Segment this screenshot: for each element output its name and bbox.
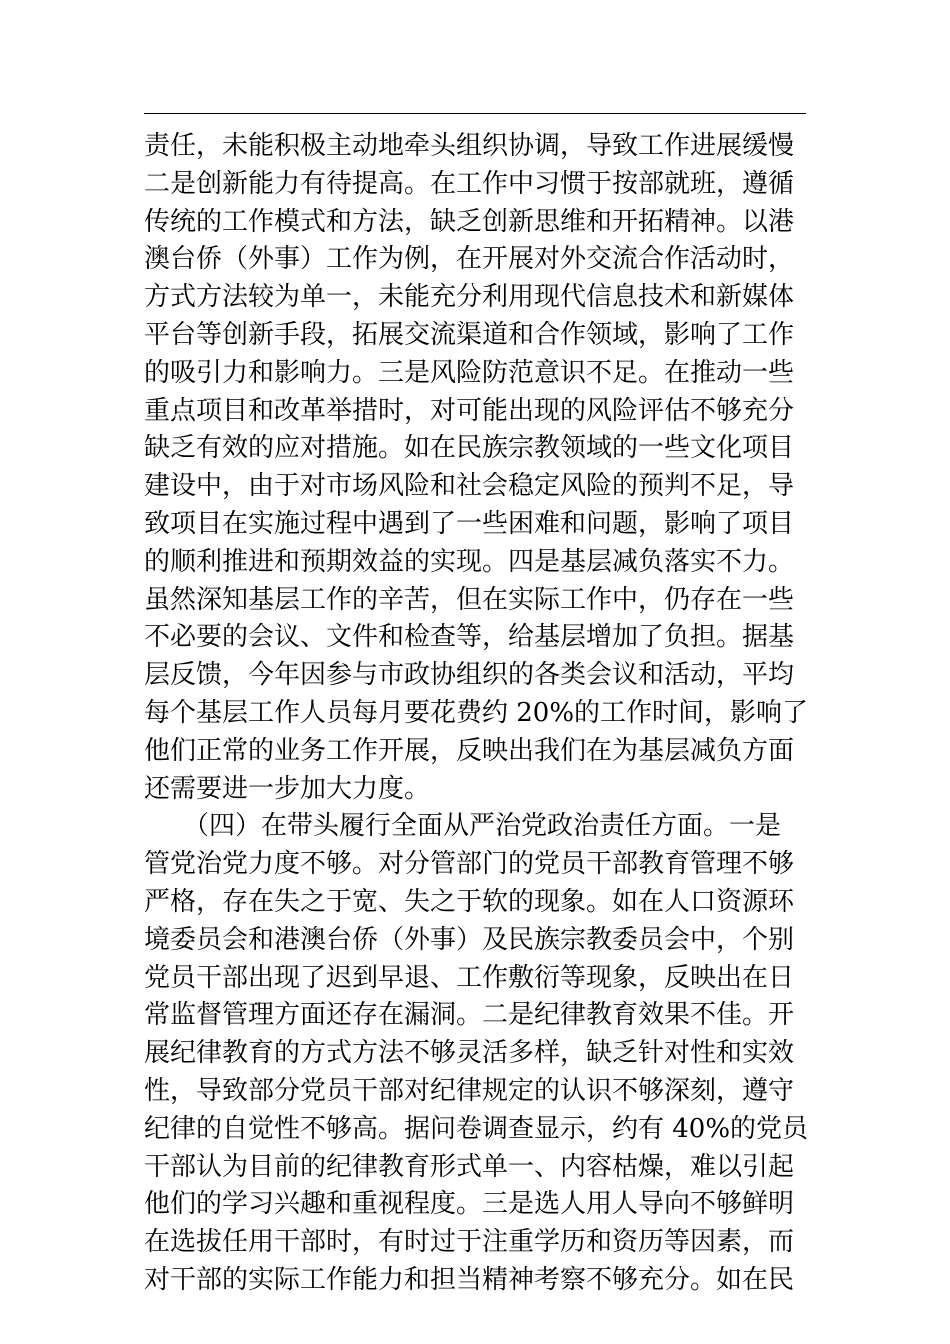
text-line: 管党治党力度不够。对分管部门的党员干部教育管理不够 [144, 849, 795, 880]
header-rule [144, 113, 806, 114]
text-line: 不必要的会议、文件和检查等，给基层增加了负担。据基 [144, 622, 795, 653]
text-line: 常监督管理方面还存在漏洞。二是纪律教育效果不佳。开 [144, 1000, 795, 1031]
text-line: 平台等创新手段，拓展交流渠道和合作领域，影响了工作 [144, 319, 795, 350]
text-line: 境委员会和港澳台侨（外事）及民族宗教委员会中，个别 [144, 924, 795, 955]
text-line: 对干部的实际工作能力和担当精神考察不够充分。如在民 [144, 1264, 795, 1295]
text-line: 他们的学习兴趣和重视程度。三是选人用人导向不够鲜明 [144, 1189, 795, 1220]
text-line: 的吸引力和影响力。三是风险防范意识不足。在推动一些 [144, 357, 795, 388]
text-line: （四）在带头履行全面从严治党政治责任方面。一是 [144, 811, 782, 842]
text-line: 党员干部出现了迟到早退、工作敷衍等现象，反映出在日 [144, 962, 795, 993]
text-line: 还需要进一步加大力度。 [144, 773, 431, 804]
text-line: 性，导致部分党员干部对纪律规定的认识不够深刻，遵守 [144, 1075, 795, 1106]
body-text [144, 128, 809, 1300]
text-line: 每个基层工作人员每月要花费约 20%的工作时间，影响了 [144, 697, 809, 728]
text-line: 缺乏有效的应对措施。如在民族宗教领域的一些文化项目 [144, 433, 795, 464]
text-line: 在选拔任用干部时，有时过于注重学历和资历等因素，而 [144, 1227, 795, 1258]
text-line: 责任，未能积极主动地牵头组织协调，导致工作进展缓慢 [144, 131, 795, 161]
text-line: 他们正常的业务工作开展，反映出我们在为基层减负方面 [144, 735, 795, 766]
text-line: 建设中，由于对市场风险和社会稳定风险的预判不足，导 [144, 471, 795, 502]
text-line: 纪律的自觉性不够高。据问卷调查显示，约有 40%的党员 [144, 1113, 809, 1144]
text-line: 方式方法较为单一，未能充分利用现代信息技术和新媒体 [144, 282, 795, 313]
text-line: 重点项目和改革举措时，对可能出现的风险评估不够充分 [144, 395, 795, 426]
text-line: 虽然深知基层工作的辛苦，但在实际工作中，仍存在一些 [144, 584, 795, 615]
text-line: 严格，存在失之于宽、失之于软的现象。如在人口资源环 [144, 886, 795, 917]
text-line: 二是创新能力有待提高。在工作中习惯于按部就班，遵循 [144, 168, 795, 199]
text-line: 传统的工作模式和方法，缺乏创新思维和开拓精神。以港 [144, 206, 795, 237]
text-line: 的顺利推进和预期效益的实现。四是基层减负落实不力。 [144, 546, 795, 577]
text-line: 展纪律教育的方式方法不够灵活多样，缺乏针对性和实效 [144, 1038, 795, 1069]
text-line: 澳台侨（外事）工作为例，在开展对外交流合作活动时， [144, 244, 795, 275]
text-line: 层反馈，今年因参与市政协组织的各类会议和活动，平均 [144, 660, 795, 691]
text-line: 致项目在实施过程中遇到了一些困难和问题，影响了项目 [144, 508, 795, 539]
text-line: 干部认为目前的纪律教育形式单一、内容枯燥，难以引起 [144, 1151, 795, 1182]
